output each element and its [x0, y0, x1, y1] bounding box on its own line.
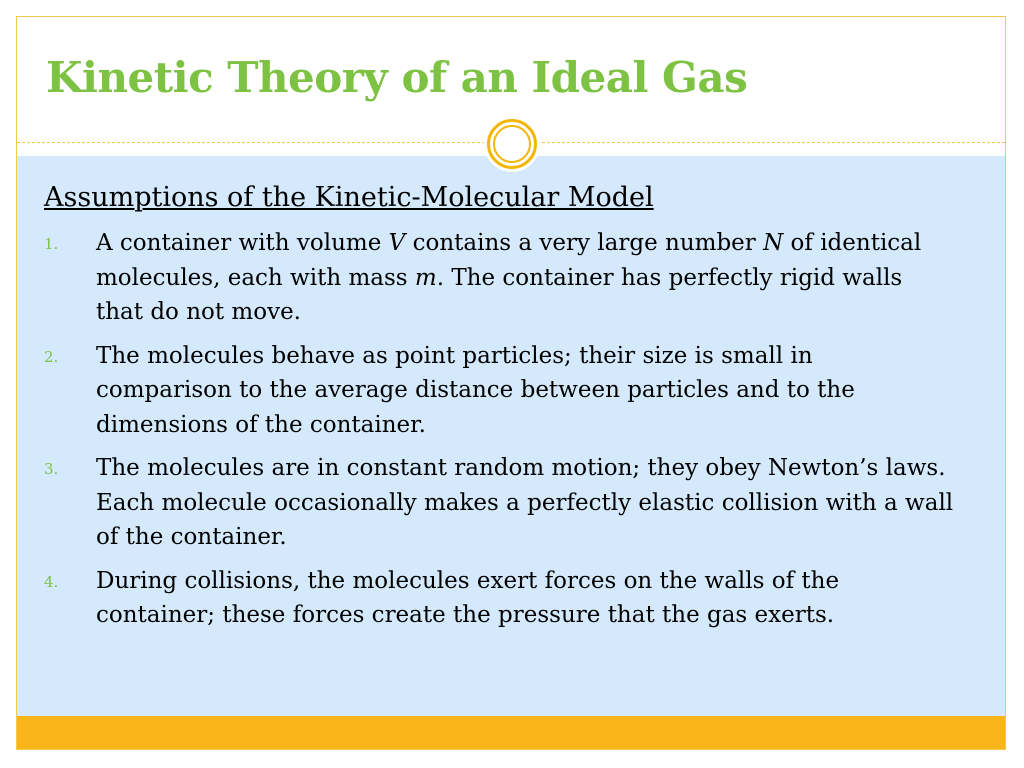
bottom-band	[17, 716, 1005, 749]
list-item	[44, 226, 954, 330]
list-item	[44, 339, 954, 443]
list-item	[44, 451, 954, 555]
ornament-inner-ring-icon	[493, 125, 531, 163]
item-text: The molecules behave as point particles; their size is small in comparison to the average distance between particles and to the dimensions of the container.	[96, 342, 855, 438]
list-item	[44, 564, 954, 633]
item-number: 3.	[44, 460, 59, 478]
assumptions-heading: Assumptions of the Kinetic-Molecular Model	[44, 182, 654, 213]
variable-n: N	[763, 230, 784, 256]
item-text: During collisions, the molecules exert forces on the walls of the container; these forces create the pressure that the gas exerts.	[96, 567, 840, 628]
item-text: The molecules are in constant random motion; they obey Newton’s laws. Each molecule occasionally makes a perfectly elastic collision with a wall of the container.	[96, 455, 954, 550]
slide-title: Kinetic Theory of an Ideal Gas	[46, 53, 748, 102]
item-text: A container with volume V contains a very large number N of identical molecules, each with mass m. The container has perfectly rigid walls that do not move.	[96, 230, 922, 325]
item-number: 1.	[44, 235, 59, 253]
variable-v: V	[388, 230, 406, 256]
item-number: 2.	[44, 347, 59, 366]
assumptions-list	[44, 226, 954, 642]
item-number: 4.	[44, 572, 59, 591]
variable-m: m	[414, 264, 437, 291]
